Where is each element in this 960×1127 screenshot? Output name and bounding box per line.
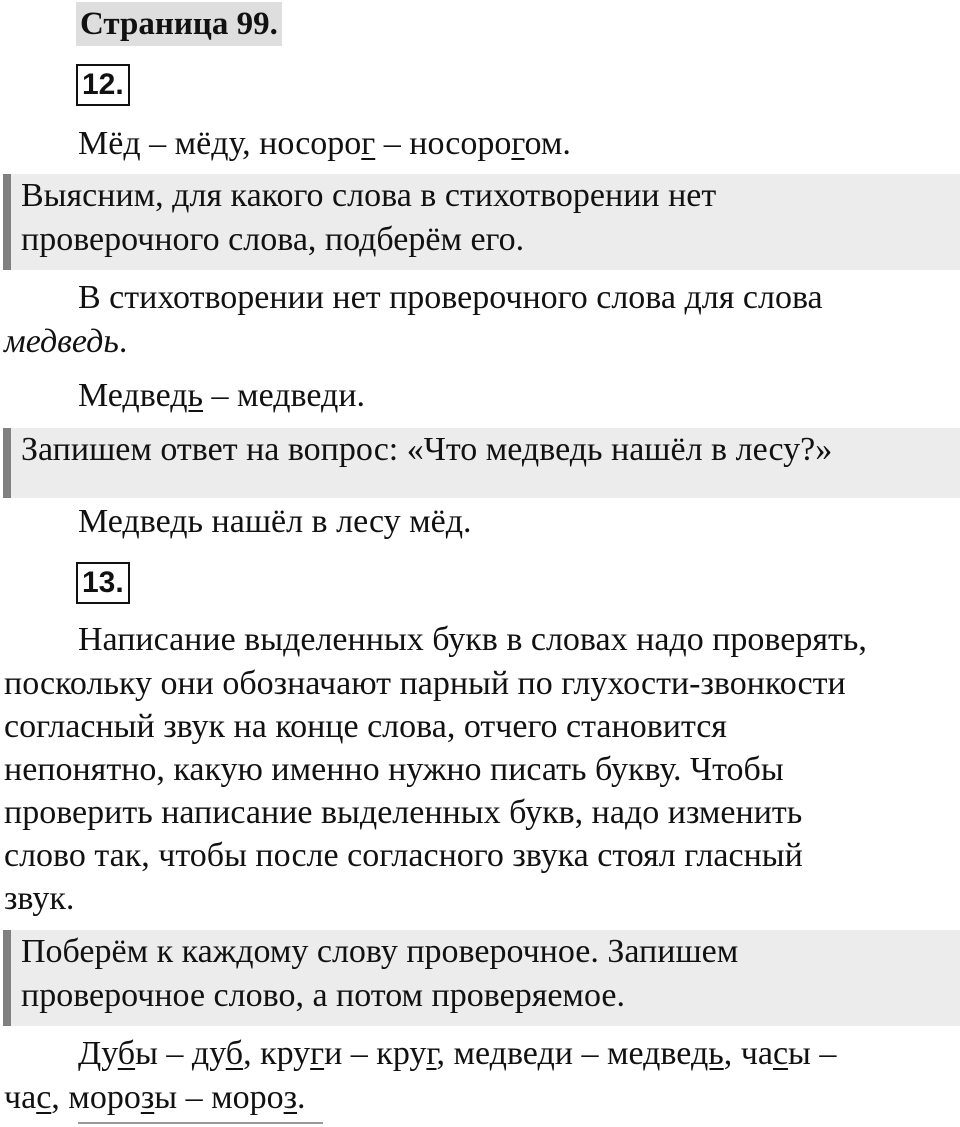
hint-line: Запишем ответ на вопрос: «Что медведь нашёл в лесу?» bbox=[21, 431, 833, 468]
hint-line: Поберём к каждому слову проверочное. Запишем bbox=[21, 933, 739, 970]
task13-paragraph-line: слово так, чтобы после согласного звука стоял гласный bbox=[4, 837, 803, 874]
task13-paragraph-line: проверить написание выделенных букв, надо изменить bbox=[4, 794, 803, 831]
task13-paragraph-line: согласный звук на конце слова, отчего становится bbox=[4, 708, 727, 745]
task12-words-line-2: Медведь – медведи. bbox=[78, 377, 366, 414]
task13-words-line-2: час, морозы – мороз. bbox=[4, 1079, 306, 1116]
task13-paragraph-line: поскольку они обозначают парный по глухости-звонкости bbox=[4, 665, 846, 702]
task12-words-line: Мёд – мёду, носорог – носорогом. bbox=[78, 125, 571, 162]
hint-line: проверочное слово, а потом проверяемое. bbox=[21, 977, 625, 1014]
task12-paragraph-end: медведь. bbox=[4, 323, 128, 360]
task12-paragraph-line: В стихотворении нет проверочного слова для слова bbox=[78, 279, 823, 316]
page-header: Страница 99. bbox=[76, 2, 282, 46]
hint-line: проверочного слова, подберём его. bbox=[21, 221, 525, 258]
task13-paragraph-line: Написание выделенных букв в словах надо проверять, bbox=[78, 621, 867, 658]
footnote-divider bbox=[78, 1122, 323, 1124]
italic-word: медведь bbox=[4, 323, 119, 360]
hint-block-2 bbox=[3, 428, 960, 498]
hint-line: Выясним, для какого слова в стихотворении нет bbox=[21, 177, 717, 214]
task-number-13: 13. bbox=[76, 562, 130, 604]
hint-block-3 bbox=[3, 930, 960, 1026]
task12-answer: Медведь нашёл в лесу мёд. bbox=[78, 503, 472, 540]
task13-words-line: Дубы – дуб, круги – круг, медведи – медведь, часы – bbox=[78, 1035, 837, 1072]
task13-paragraph-line: звук. bbox=[4, 880, 75, 917]
task13-paragraph-line: непонятно, какую именно нужно писать букву. Чтобы bbox=[4, 751, 784, 788]
hint-block-1 bbox=[3, 174, 960, 270]
task-number-12: 12. bbox=[76, 64, 130, 106]
